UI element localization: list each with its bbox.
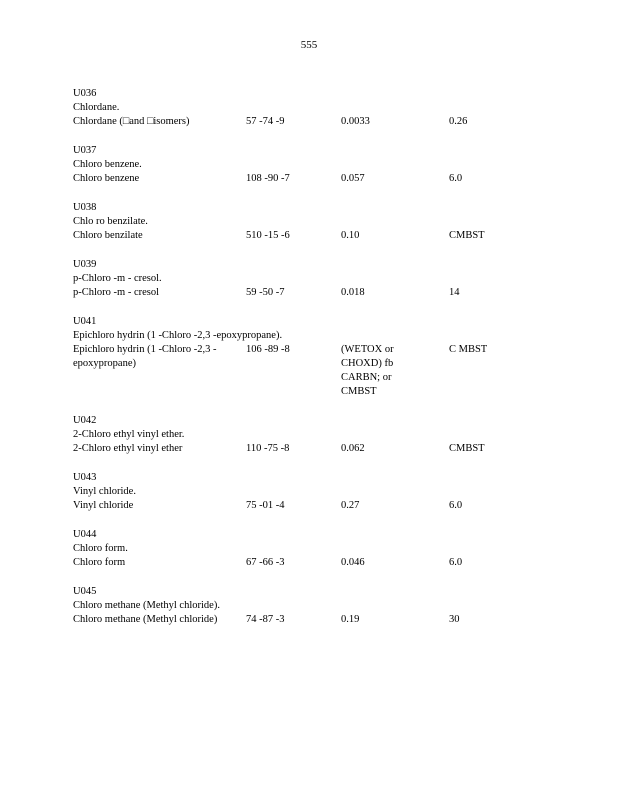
entry-u038 bbox=[73, 201, 553, 243]
constituent-row bbox=[73, 286, 553, 300]
constituent-name: 2-Chloro ethyl vinyl ether bbox=[73, 443, 183, 454]
cas-number: 110 -75 -8 bbox=[246, 443, 290, 454]
constituent-name: Chloro benzilate bbox=[73, 230, 143, 241]
cas-number: 59 -50 -7 bbox=[246, 287, 285, 298]
nonwastewater-standard: 6.0 bbox=[449, 173, 463, 184]
nonwastewater-standard: 6.0 bbox=[449, 500, 463, 511]
entry-u037 bbox=[73, 144, 553, 186]
constituent-row bbox=[73, 172, 553, 186]
constituent-row bbox=[73, 499, 553, 513]
constituent-name: Chloro methane (Methyl chloride) bbox=[73, 614, 218, 625]
entry-u042 bbox=[73, 414, 553, 456]
wastewater-standard: 0.19 bbox=[341, 614, 360, 625]
entry-title: p-Chloro -m - cresol. bbox=[73, 273, 162, 284]
wastewater-standard: 0.018 bbox=[341, 287, 365, 298]
wastewater-standard: (WETOX or CHOXD) fb CARBN; or CMBST bbox=[341, 344, 394, 397]
entry-title: Chloro benzene. bbox=[73, 159, 142, 170]
constituent-name: p-Chloro -m - cresol bbox=[73, 287, 160, 298]
page-number: 555 bbox=[300, 39, 318, 51]
cas-number: 108 -90 -7 bbox=[246, 173, 290, 184]
entry-u045 bbox=[73, 585, 553, 627]
cas-number: 74 -87 -3 bbox=[246, 614, 285, 625]
waste-code: U044 bbox=[73, 529, 97, 540]
entry-u043 bbox=[73, 471, 553, 513]
cas-number: 57 -74 -9 bbox=[246, 116, 285, 127]
wastewater-standard: 0.27 bbox=[341, 500, 360, 511]
entry-u039 bbox=[73, 258, 553, 300]
wastewater-standard: 0.0033 bbox=[341, 116, 370, 127]
entry-title: Chlo ro benzilate. bbox=[73, 216, 148, 227]
constituent-row bbox=[73, 613, 553, 627]
wastewater-standard: 0.046 bbox=[341, 557, 365, 568]
entry-u036 bbox=[73, 87, 553, 129]
constituent-row bbox=[73, 556, 553, 570]
entry-title: Chloro form. bbox=[73, 543, 128, 554]
entry-title: Chloro methane (Methyl chloride). bbox=[73, 600, 220, 611]
entry-u041 bbox=[73, 315, 553, 399]
wastewater-standard: 0.057 bbox=[341, 173, 365, 184]
cas-number: 510 -15 -6 bbox=[246, 230, 290, 241]
cas-number: 67 -66 -3 bbox=[246, 557, 285, 568]
constituent-row bbox=[73, 442, 553, 456]
entry-title: Chlordane. bbox=[73, 102, 120, 113]
cas-number: 75 -01 -4 bbox=[246, 500, 285, 511]
waste-code: U038 bbox=[73, 202, 97, 213]
waste-code: U043 bbox=[73, 472, 97, 483]
wastewater-standard: 0.062 bbox=[341, 443, 365, 454]
constituent-name: Chlordane (□and □isomers) bbox=[73, 116, 190, 127]
nonwastewater-standard: 30 bbox=[449, 614, 460, 625]
wastewater-standard: 0.10 bbox=[341, 230, 360, 241]
constituent-row bbox=[73, 343, 553, 399]
constituent-name: Epichloro hydrin (1 -Chloro -2,3 - epoxypropane) bbox=[73, 344, 217, 369]
nonwastewater-standard: 0.26 bbox=[449, 116, 468, 127]
nonwastewater-standard: CMBST bbox=[449, 230, 485, 241]
waste-code: U039 bbox=[73, 259, 97, 270]
constituent-name: Vinyl chloride bbox=[73, 500, 134, 511]
entry-title: Vinyl chloride. bbox=[73, 486, 136, 497]
cas-number: 106 -89 -8 bbox=[246, 344, 290, 355]
waste-code: U042 bbox=[73, 415, 97, 426]
waste-code: U037 bbox=[73, 145, 97, 156]
constituent-row bbox=[73, 115, 553, 129]
entry-title: 2-Chloro ethyl vinyl ether. bbox=[73, 429, 185, 440]
constituent-name: Chloro benzene bbox=[73, 173, 140, 184]
waste-code-list bbox=[73, 87, 553, 642]
entry-title: Epichloro hydrin (1 -Chloro -2,3 -epoxypropane). bbox=[73, 330, 283, 341]
nonwastewater-standard: CMBST bbox=[449, 443, 485, 454]
waste-code: U045 bbox=[73, 586, 97, 597]
waste-code: U036 bbox=[73, 88, 97, 99]
nonwastewater-standard: C MBST bbox=[449, 344, 488, 355]
nonwastewater-standard: 6.0 bbox=[449, 557, 463, 568]
waste-code: U041 bbox=[73, 316, 97, 327]
constituent-name: Chloro form bbox=[73, 557, 126, 568]
nonwastewater-standard: 14 bbox=[449, 287, 460, 298]
constituent-row bbox=[73, 229, 553, 243]
entry-u044 bbox=[73, 528, 553, 570]
